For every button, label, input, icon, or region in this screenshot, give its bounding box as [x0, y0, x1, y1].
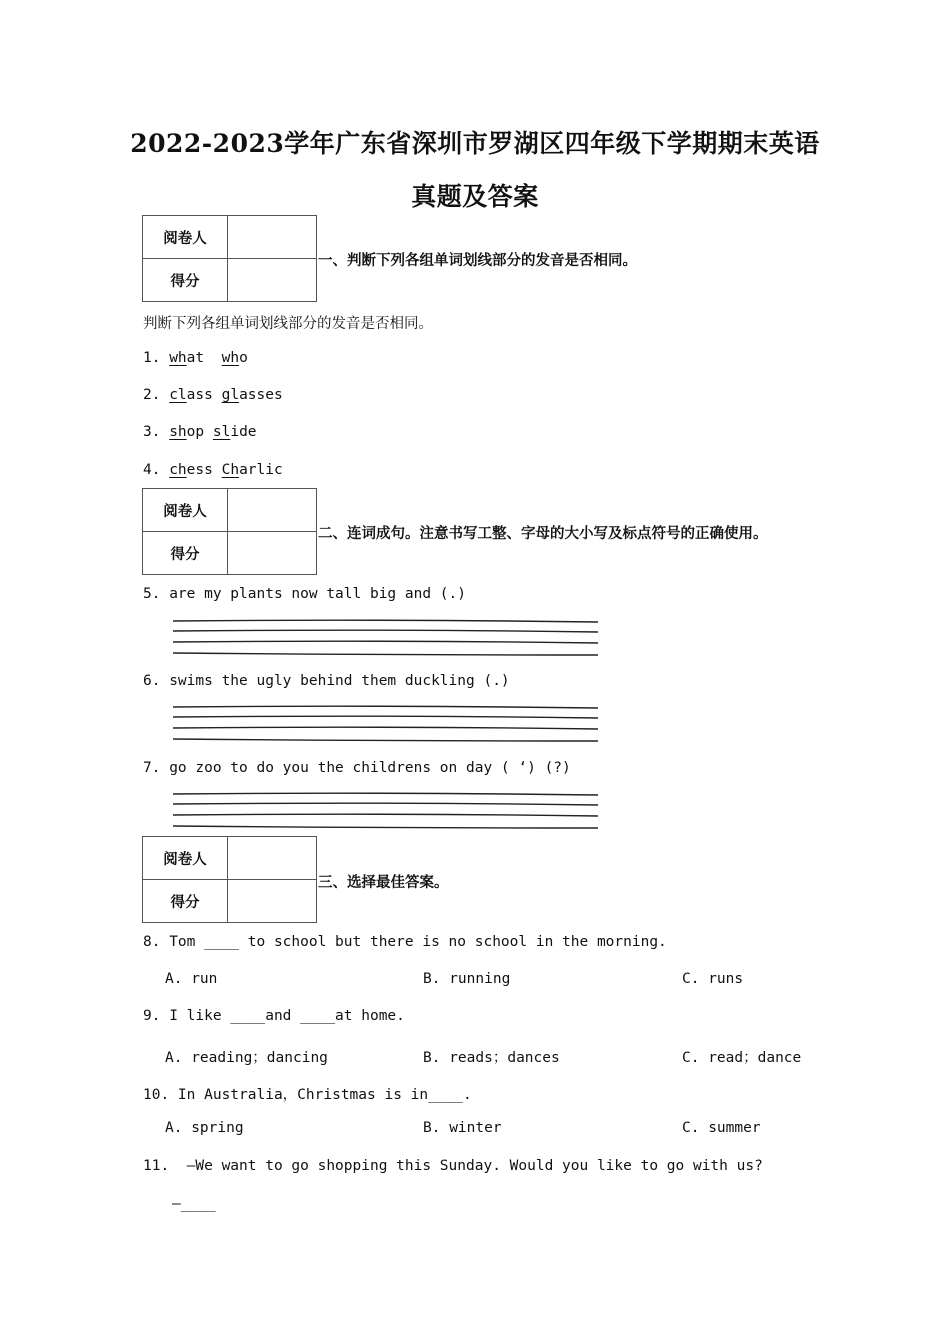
- question-11: 11. —We want to go shopping this Sunday. Would you like to go with us?: [143, 1158, 763, 1174]
- writing-lines-5[interactable]: [172, 618, 602, 662]
- reviewer-cell[interactable]: [228, 216, 317, 259]
- score-cell[interactable]: [228, 532, 317, 575]
- question-6: 6. swims the ugly behind them duckling (.): [143, 673, 510, 689]
- question-7: 7. go zoo to do you the childrens on day ( ‘) (?): [143, 760, 571, 776]
- page-title-line2: 真题及答案: [411, 182, 539, 211]
- score-label: 得分: [143, 880, 228, 923]
- option-10b[interactable]: B. winter: [423, 1120, 502, 1136]
- section1-instruction: 判断下列各组单词划线部分的发音是否相同。: [143, 316, 433, 332]
- option-8c[interactable]: C. runs: [682, 971, 744, 987]
- reviewer-cell[interactable]: [228, 837, 317, 880]
- answer-blank-11[interactable]: —____: [172, 1196, 216, 1212]
- score-box: [142, 836, 317, 923]
- question-8: 8. Tom ____ to school but there is no school in the morning.: [143, 934, 667, 950]
- question-2: 2. class glasses: [143, 387, 283, 403]
- score-label: 得分: [143, 259, 228, 302]
- writing-lines-6[interactable]: [172, 704, 602, 748]
- section1-heading: 一、判断下列各组单词划线部分的发音是否相同。: [318, 253, 637, 269]
- option-10c[interactable]: C. summer: [682, 1120, 761, 1136]
- question-10: 10. In Australia，Christmas is in____.: [143, 1087, 472, 1103]
- score-box: [142, 488, 317, 575]
- option-9c[interactable]: C. read；dance: [682, 1050, 802, 1066]
- reviewer-label: 阅卷人: [143, 837, 228, 880]
- question-3: 3. shop slide: [143, 424, 257, 440]
- writing-lines-7[interactable]: [172, 791, 602, 835]
- page-title-line1: 2022-2023学年广东省深圳市罗湖区四年级下学期期末英语: [130, 129, 820, 158]
- question-5: 5. are my plants now tall big and (.): [143, 586, 467, 602]
- score-cell[interactable]: [228, 259, 317, 302]
- question-9: 9. I like ____and ____at home.: [143, 1008, 405, 1024]
- reviewer-cell[interactable]: [228, 489, 317, 532]
- reviewer-label: 阅卷人: [143, 216, 228, 259]
- option-9b[interactable]: B. reads；dances: [423, 1050, 560, 1066]
- option-8b[interactable]: B. running: [423, 971, 511, 987]
- score-label: 得分: [143, 532, 228, 575]
- option-10a[interactable]: A. spring: [165, 1120, 244, 1136]
- section2-heading: 二、连词成句。注意书写工整、字母的大小写及标点符号的正确使用。: [318, 526, 768, 542]
- score-box: [142, 215, 317, 302]
- section3-heading: 三、选择最佳答案。: [318, 875, 449, 891]
- reviewer-label: 阅卷人: [143, 489, 228, 532]
- option-9a[interactable]: A. reading；dancing: [165, 1050, 328, 1066]
- question-4: 4. chess Charlic: [143, 462, 283, 478]
- question-1: 1. what who: [143, 350, 248, 366]
- option-8a[interactable]: A. run: [165, 971, 218, 987]
- score-cell[interactable]: [228, 880, 317, 923]
